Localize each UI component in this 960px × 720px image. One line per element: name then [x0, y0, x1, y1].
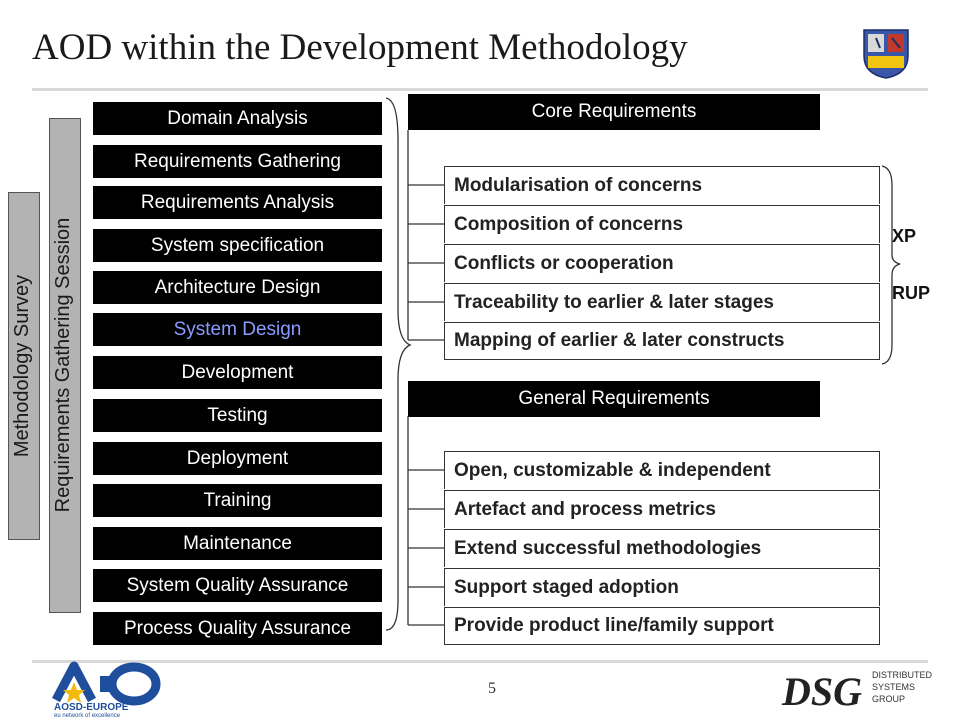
general-requirement-item: Extend successful methodologies: [444, 529, 880, 567]
dsg-name-line1: DISTRIBUTED: [872, 670, 933, 680]
core-requirement-item: Traceability to earlier & later stages: [444, 283, 880, 321]
dsg-name-line2: SYSTEMS: [872, 682, 916, 692]
general-requirement-item: Support staged adoption: [444, 568, 880, 606]
general-requirement-item: Open, customizable & independent: [444, 451, 880, 489]
xp-tag: XP: [892, 226, 917, 246]
aosd-europe-logo: [48, 660, 170, 718]
phase-requirements-gathering: Requirements Gathering: [93, 145, 382, 178]
page-number: 5: [488, 680, 496, 697]
phase-training: Training: [93, 484, 382, 517]
rup-tag: RUP: [892, 283, 931, 303]
aosd-tagline: eu network of excellence: [54, 713, 121, 719]
requirements-session-label: Requirements Gathering Session: [52, 217, 74, 513]
general-requirements-header: General Requirements: [408, 381, 820, 417]
phase-process-quality-assurance: Process Quality Assurance: [93, 612, 382, 645]
core-requirement-item: Modularisation of concerns: [444, 166, 880, 204]
dsg-mark: DSG: [782, 669, 863, 714]
phase-maintenance: Maintenance: [93, 527, 382, 560]
phase-system-specification: System specification: [93, 229, 382, 262]
core-requirement-item: Conflicts or cooperation: [444, 244, 880, 282]
dsg-logo: [780, 665, 933, 715]
phase-domain-analysis: Domain Analysis: [93, 102, 382, 135]
aosd-name: AOSD-EUROPE: [54, 702, 129, 713]
general-requirement-item: Provide product line/family support: [444, 607, 880, 645]
phase-system-design: System Design: [93, 313, 382, 346]
phase-architecture-design: Architecture Design: [93, 271, 382, 304]
general-requirement-item: Artefact and process metrics: [444, 490, 880, 528]
phase-system-quality-assurance: System Quality Assurance: [93, 569, 382, 602]
phase-development: Development: [93, 356, 382, 389]
dsg-name-line3: GROUP: [872, 694, 906, 704]
methodology-survey-label: Methodology Survey: [11, 274, 33, 458]
phase-deployment: Deployment: [93, 442, 382, 475]
phase-testing: Testing: [93, 399, 382, 432]
core-requirements-header: Core Requirements: [408, 94, 820, 130]
core-requirement-item: Mapping of earlier & later constructs: [444, 322, 880, 360]
phase-requirements-analysis: Requirements Analysis: [93, 186, 382, 219]
page-title: AOD within the Development Methodology: [32, 27, 688, 68]
core-requirement-item: Composition of concerns: [444, 205, 880, 243]
